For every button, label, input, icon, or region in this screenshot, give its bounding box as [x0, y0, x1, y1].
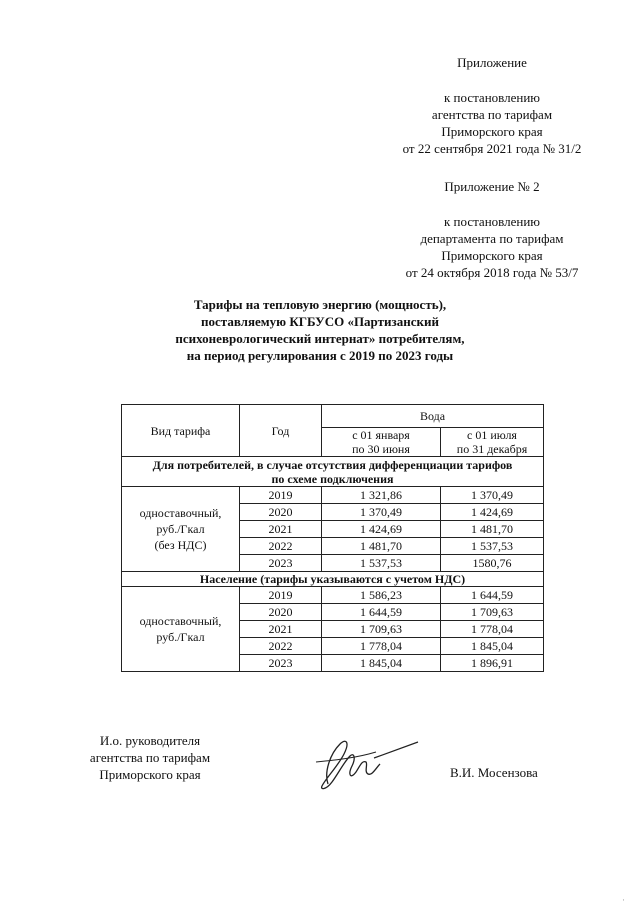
tariff-type-line: руб./Гкал: [156, 630, 205, 644]
header-tariff-type: Вид тарифа: [122, 405, 240, 457]
tariff-value-h1: 1 644,59: [322, 604, 441, 621]
document-title-line: психоневрологический интернат» потребителям,: [175, 331, 465, 346]
header-period-1-line: с 01 января: [352, 428, 410, 442]
tariff-value-h1: 1 370,49: [322, 504, 441, 521]
corner-mark: ·: [622, 895, 625, 905]
header-period-1: [322, 428, 441, 457]
appendix-2-title: Приложение № 2: [444, 179, 540, 194]
header-year: Год: [240, 405, 322, 457]
appendix-1-title: Приложение: [457, 55, 527, 70]
tariff-type-cell: [122, 587, 240, 672]
year-cell: 2021: [240, 621, 322, 638]
tariff-table: [121, 404, 544, 672]
tariff-value-h1: 1 321,86: [322, 487, 441, 504]
table-row: [122, 587, 544, 604]
section-title-line: Для потребителей, в случае отсутствия дифференциации тарифов: [152, 457, 513, 472]
tariff-type-line: одноставочный,: [139, 614, 222, 628]
tariff-value-h2: 1 709,63: [441, 604, 544, 621]
header-period-2: [441, 428, 544, 457]
tariff-type-line: (без НДС): [154, 538, 207, 552]
tariff-value-h2: 1580,76: [441, 555, 544, 572]
tariff-value-h1: 1 586,23: [322, 587, 441, 604]
tariff-value-h1: 1 845,04: [322, 655, 441, 672]
section-title: [122, 457, 544, 487]
tariff-value-h1: 1 709,63: [322, 621, 441, 638]
year-cell: 2020: [240, 604, 322, 621]
tariff-value-h2: 1 537,53: [441, 538, 544, 555]
signer-name: В.И. Мосензова: [450, 765, 538, 780]
tariff-value-h2: 1 845,04: [441, 638, 544, 655]
tariff-type-line: одноставочный,: [139, 506, 222, 520]
document-title-line: поставляемую КГБУСО «Партизанский: [201, 314, 439, 329]
appendix-2-line: департамента по тарифам: [420, 231, 564, 246]
year-cell: 2020: [240, 504, 322, 521]
header-medium: Вода: [322, 405, 544, 428]
year-cell: 2021: [240, 521, 322, 538]
tariff-type-cell: [122, 487, 240, 572]
section-title-line: по схеме подключения: [271, 471, 394, 486]
tariff-value-h1: 1 481,70: [322, 538, 441, 555]
document-title-line: на период регулирования с 2019 по 2023 годы: [186, 348, 454, 363]
appendix-1-header: [372, 54, 612, 157]
header-period-1-line: по 30 июня: [352, 442, 410, 456]
tariff-value-h2: 1 896,91: [441, 655, 544, 672]
handwritten-signature: [306, 732, 426, 794]
appendix-2-header: [372, 178, 612, 281]
appendix-1-line: агентства по тарифам: [431, 107, 553, 122]
tariff-value-h2: 1 424,69: [441, 504, 544, 521]
header-period-2-line: с 01 июля: [467, 428, 517, 442]
tariff-value-h1: 1 424,69: [322, 521, 441, 538]
signer-position-line: И.о. руководителя: [99, 733, 201, 748]
signer-position: [60, 732, 240, 783]
appendix-2-line: от 24 октября 2018 года № 53/7: [405, 265, 579, 280]
appendix-2-line: Приморского края: [441, 248, 543, 263]
appendix-1-line: Приморского края: [441, 124, 543, 139]
tariff-type-line: руб./Гкал: [156, 522, 205, 536]
header-period-2-line: по 31 декабря: [456, 442, 528, 456]
appendix-1-line: к постановлению: [443, 90, 541, 105]
year-cell: 2019: [240, 587, 322, 604]
year-cell: 2023: [240, 555, 322, 572]
tariff-value-h2: 1 370,49: [441, 487, 544, 504]
tariff-value-h1: 1 778,04: [322, 638, 441, 655]
document-title: [110, 296, 530, 364]
year-cell: 2022: [240, 638, 322, 655]
signer-position-line: Приморского края: [99, 767, 201, 782]
document-title-line: Тарифы на тепловую энергию (мощность),: [193, 297, 447, 312]
tariff-value-h2: 1 481,70: [441, 521, 544, 538]
appendix-1-line: от 22 сентября 2021 года № 31/2: [402, 141, 582, 156]
table-row: [122, 487, 544, 504]
tariff-value-h1: 1 537,53: [322, 555, 441, 572]
year-cell: 2022: [240, 538, 322, 555]
tariff-value-h2: 1 778,04: [441, 621, 544, 638]
signer-position-line: агентства по тарифам: [89, 750, 211, 765]
section-title: Население (тарифы указываются с учетом НДС): [122, 572, 544, 587]
appendix-2-line: к постановлению: [443, 214, 541, 229]
year-cell: 2023: [240, 655, 322, 672]
year-cell: 2019: [240, 487, 322, 504]
tariff-value-h2: 1 644,59: [441, 587, 544, 604]
